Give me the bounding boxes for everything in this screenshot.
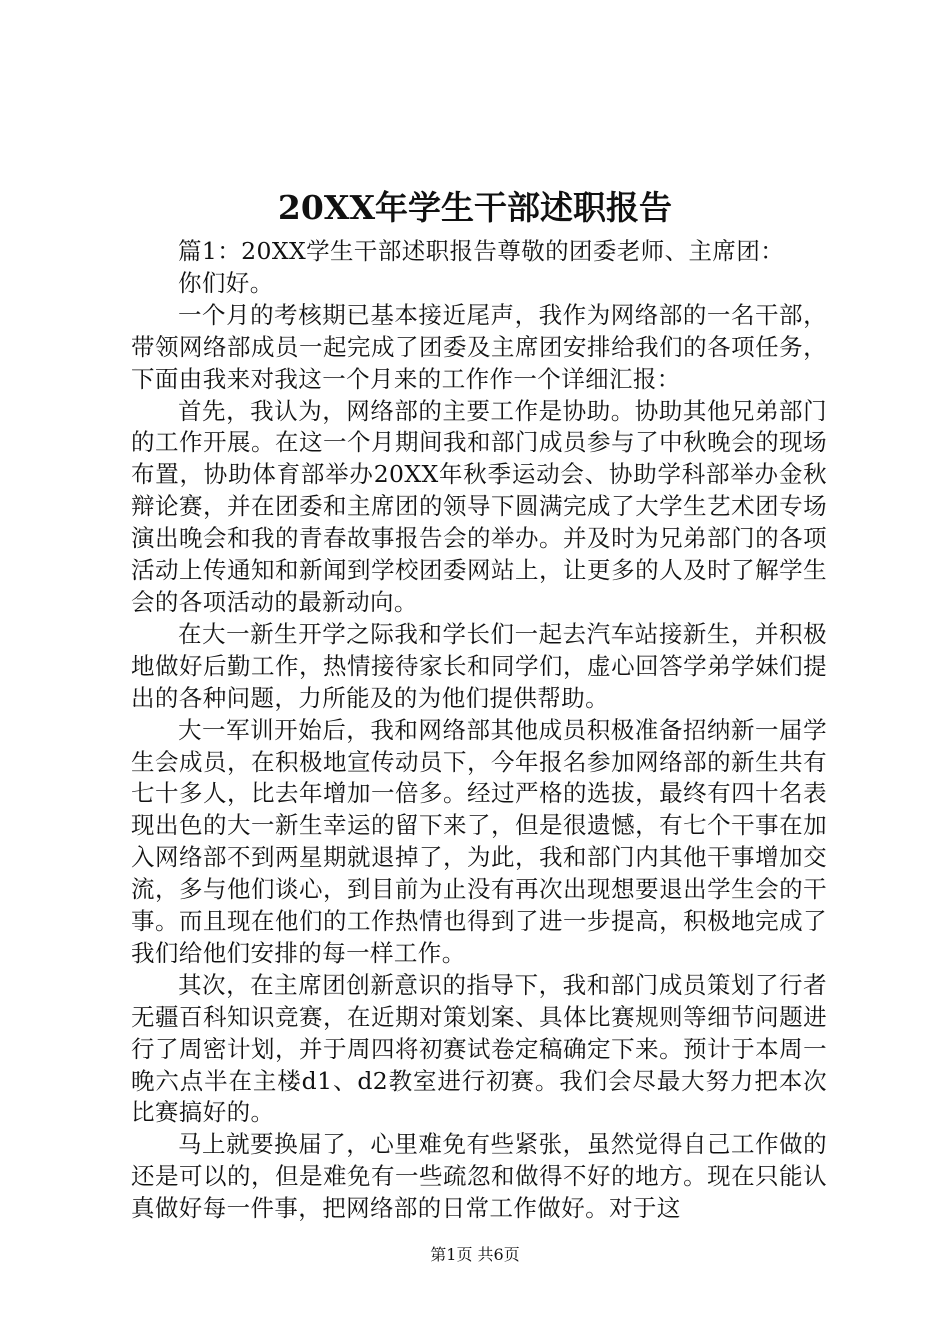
page-number-footer: 第1页 共6页 [430, 1245, 520, 1264]
paragraph: 在大一新生开学之际我和学长们一起去汽车站接新生，并积极地做好后勤工作，热情接待家长和同学们，虚心回答学弟学妹们提出的各种问题，力所能及的为他们提供帮助。 [131, 619, 827, 712]
paragraph: 大一军训开始后，我和网络部其他成员积极准备招纳新一届学生会成员，在积极地宣传动员下，今年报名参加网络部的新生共有七十多人，比去年增加一倍多。经过严格的选拔，最终有四十名表现出色的大一新生幸运的留下来了，但是很遗憾，有七个干事在加入网络部不到两星期就退掉了，为此，我和部门内其他干事增加交流，多与他们谈心，到目前为止没有再次出现想要退出学生会的干事。而且现在他们的工作热情也得到了进一步提高，积极地完成了我们给他们安排的每一样工作。 [131, 715, 827, 967]
paragraph: 你们好。 [178, 268, 274, 297]
paragraph: 马上就要换届了，心里难免有些紧张，虽然觉得自己工作做的还是可以的，但是难免有一些疏忽和做得不好的地方。现在只能认真做好每一件事，把网络部的日常工作做好。对于这 [131, 1130, 827, 1223]
paragraph: 首先，我认为，网络部的主要工作是协助。协助其他兄弟部门的工作开展。在这一个月期间我和部门成员参与了中秋晚会的现场布置，协助体育部举办20XX年秋季运动会、协助学科部举办金秋辩论赛，并在团委和主席团的领导下圆满完成了大学生艺术团专场演出晚会和我的青春故事报告会的举办。并及时为兄弟部门的各项活动上传通知和新闻到学校团委网站上，让更多的人及时了解学生会的各项活动的最新动向。 [131, 396, 827, 616]
paragraph: 篇1：20XX学生干部述职报告尊敬的团委老师、主席团： [178, 237, 785, 265]
document-title: 20XX年学生干部述职报告 [277, 188, 673, 227]
paragraph: 其次，在主席团创新意识的指导下，我和部门成员策划了行者无疆百科知识竞赛，在近期对策划案、具体比赛规则等细节问题进行了周密计划，并于周四将初赛试卷定稿确定下来。预计于本周一晚六点半在主楼d1、d2教室进行初赛。我们会尽最大努力把本次比赛搞好的。 [131, 970, 827, 1127]
document-body [131, 236, 827, 1225]
paragraph: 一个月的考核期已基本接近尾声，我作为网络部的一名干部，带领网络部成员一起完成了团委及主席团安排给我们的各项任务，下面由我来对我这一个月来的工作作一个详细汇报： [131, 300, 827, 393]
